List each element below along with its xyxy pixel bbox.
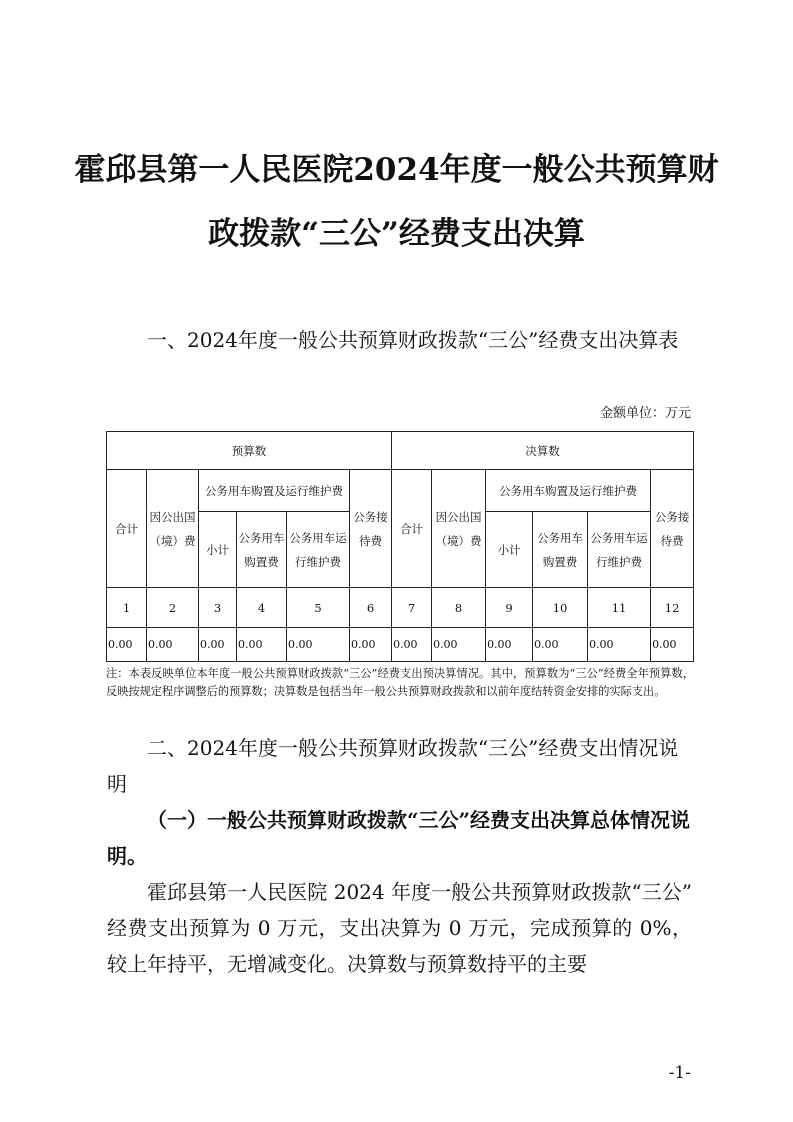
header-subtotal: 小计 bbox=[486, 512, 533, 588]
value-cell: 0.00 bbox=[237, 628, 287, 662]
unit-label: 金额单位：万元 bbox=[599, 406, 691, 421]
col-number: 5 bbox=[287, 588, 350, 628]
value-cell: 0.00 bbox=[147, 628, 199, 662]
value-cell: 0.00 bbox=[588, 628, 651, 662]
value-cell: 0.00 bbox=[107, 628, 147, 662]
three-expenses-table bbox=[106, 431, 694, 662]
col-number: 11 bbox=[588, 588, 651, 628]
value-cell: 0.00 bbox=[486, 628, 533, 662]
page-number: -1- bbox=[668, 1063, 691, 1083]
col-number: 9 bbox=[486, 588, 533, 628]
document-title-line1: 霍邱县第一人民医院2024年度一般公共预算财 bbox=[74, 152, 719, 188]
col-number: 7 bbox=[392, 588, 432, 628]
header-total: 合计 bbox=[392, 470, 432, 588]
header-reception: 公务接待费 bbox=[651, 470, 694, 588]
col-number: 1 bbox=[107, 588, 147, 628]
col-number: 8 bbox=[432, 588, 486, 628]
col-number: 4 bbox=[237, 588, 287, 628]
final-group-header: 决算数 bbox=[392, 432, 694, 470]
value-cell: 0.00 bbox=[287, 628, 350, 662]
col-number: 3 bbox=[199, 588, 237, 628]
section1-heading: 一、2024年度一般公共预算财政拨款“三公”经费支出决算表 bbox=[147, 328, 679, 352]
body-paragraph: 霍邱县第一人民医院 2024 年度一般公共预算财政拨款“三公” 经费支出预算为 0 万元，支出决算为 0 万元，完成预算的 0%，较上年持平，无增减变化。决算数与预算数持平的主要 bbox=[107, 880, 692, 976]
header-reception: 公务接待费 bbox=[350, 470, 392, 588]
document-title-line2: 政拨款“三公”经费支出决算 bbox=[208, 216, 585, 252]
value-cell: 0.00 bbox=[392, 628, 432, 662]
header-abroad: 因公出国（境）费 bbox=[147, 470, 199, 588]
header-abroad: 因公出国（境）费 bbox=[432, 470, 486, 588]
header-vehicle-purchase: 公务用车购置费 bbox=[237, 512, 287, 588]
value-cell: 0.00 bbox=[651, 628, 694, 662]
table-note: 注：本表反映单位本年度一般公共预算财政拨款“三公”经费支出预决算情况。其中，预算数为“三公”经费全年预算数，反映按规定程序调整后的预算数；决算数是包括当年一般公共预算财政拨款和以前年度结转资金安排的实际支出。 bbox=[106, 667, 694, 698]
header-vehicle-operation: 公务用车运行维护费 bbox=[287, 512, 350, 588]
header-total: 合计 bbox=[107, 470, 147, 588]
value-cell: 0.00 bbox=[432, 628, 486, 662]
value-cell: 0.00 bbox=[350, 628, 392, 662]
col-number: 6 bbox=[350, 588, 392, 628]
budget-group-header: 预算数 bbox=[107, 432, 392, 470]
header-vehicle-operation: 公务用车运行维护费 bbox=[588, 512, 651, 588]
value-cell: 0.00 bbox=[533, 628, 588, 662]
header-subtotal: 小计 bbox=[199, 512, 237, 588]
subsection1-heading: （一）一般公共预算财政拨款“三公”经费支出决算总体情况说明。 bbox=[107, 808, 691, 868]
col-number: 10 bbox=[533, 588, 588, 628]
col-number: 12 bbox=[651, 588, 694, 628]
section2-heading: 二、2024年度一般公共预算财政拨款“三公”经费支出情况说明 bbox=[107, 736, 679, 796]
value-cell: 0.00 bbox=[199, 628, 237, 662]
header-vehicle-purchase: 公务用车购置费 bbox=[533, 512, 588, 588]
col-number: 2 bbox=[147, 588, 199, 628]
header-vehicle-group: 公务用车购置及运行维护费 bbox=[486, 470, 651, 512]
header-vehicle-group: 公务用车购置及运行维护费 bbox=[199, 470, 350, 512]
